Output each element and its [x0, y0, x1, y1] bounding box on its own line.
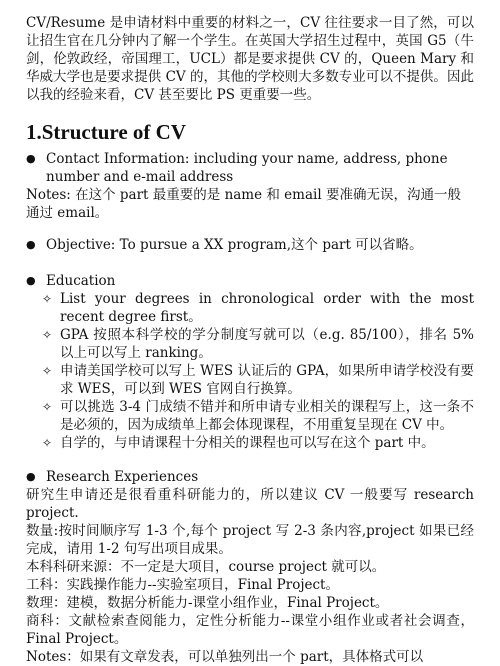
- education-item-text: 可以挑选 3-4 门成绩不错并和所申请专业相关的课程写上，这一条不是必须的，因为成绩单上都会体现课程，不用重复呈现在 CV 中。: [60, 399, 474, 433]
- bullet-icon: ●: [26, 238, 36, 251]
- education-item: [42, 398, 474, 434]
- diamond-icon: ✧: [42, 400, 53, 414]
- education-item: [42, 326, 474, 362]
- research-paragraph: 数理：建模，数据分析能力-课堂小组作业，Final Project。: [26, 595, 389, 611]
- objective-bullet: [26, 236, 474, 254]
- bullet-icon: ●: [26, 470, 36, 483]
- education-item-text: 申请美国学校可以写上 WES 认证后的 GPA，如果所申请学校没有要求 WES，可以到 WES 官网自行换算。: [60, 363, 474, 397]
- objective-text: Objective: To pursue a XX program,这个 part 可以省略。: [46, 237, 423, 253]
- diamond-icon: ✧: [42, 328, 53, 342]
- bullet-icon: ●: [26, 274, 36, 287]
- education-item: [42, 362, 474, 398]
- research-paragraph: 工科：实践操作能力--实验室项目，Final Project。: [26, 577, 339, 593]
- contact-bullet: [26, 150, 474, 186]
- education-item: [42, 290, 474, 326]
- education-title: Education: [46, 273, 116, 289]
- research-paragraph: 数量:按时间顺序写 1-3 个,每个 project 写 2-3 条内容,project 如果已经完成，请用 1-2 句写出项目成果。: [26, 523, 474, 557]
- research-paragraph: Notes：如果有文章发表，可以单独列出一个 part，具体格式可以: [26, 649, 424, 665]
- contact-notes: Notes: 在这个 part 最重要的是 name 和 email 要准确无误，沟通一般通过 email。: [26, 187, 461, 221]
- diamond-icon: ✧: [42, 292, 53, 306]
- research-paragraph: 本科科研来源：不一定是大项目，course project 就可以。: [26, 559, 386, 575]
- diamond-icon: ✧: [42, 364, 53, 378]
- education-item-text: 自学的，与申请课程十分相关的课程也可以写在这个 part 中。: [60, 435, 435, 451]
- education-item-text: GPA 按照本科学校的学分制度写就可以（e.g. 85/100），排名 5% 以上可以写上 ranking。: [60, 327, 474, 361]
- education-item: [42, 434, 474, 452]
- research-title: Research Experiences: [46, 469, 199, 485]
- research-bullet: [26, 468, 474, 486]
- intro-paragraph: CV/Resume 是申请材料中重要的材料之一，CV 往往要求一目了然，可以让招生官在几分钟内了解一个学生。在英国大学招生过程中，英国 G5（牛剑，伦敦政经，帝国理工，UCL）都是要求提供 CV 的，Queen Mary 和华威大学也是要求提供 CV 的，其他的学校则大多数专业可以不提供。因此以我的经验来看，CV 甚至要比 PS 更重要一些。: [26, 15, 474, 103]
- section-heading: 1.Structure of CV: [26, 120, 187, 144]
- bullet-icon: ●: [26, 152, 36, 165]
- education-bullet: [26, 272, 474, 290]
- education-item-text: List your degrees in chronological order with the most recent degree first。: [60, 291, 474, 325]
- diamond-icon: ✧: [42, 436, 53, 450]
- contact-text: Contact Information: including your name, address, phone number and e-mail address: [46, 151, 448, 185]
- research-paragraph: 研究生申请还是很看重科研能力的，所以建议 CV 一般要写 research project.: [26, 487, 474, 521]
- research-paragraph: 商科：文献检索查阅能力，定性分析能力--课堂小组作业或者社会调查，Final Project。: [26, 613, 474, 647]
